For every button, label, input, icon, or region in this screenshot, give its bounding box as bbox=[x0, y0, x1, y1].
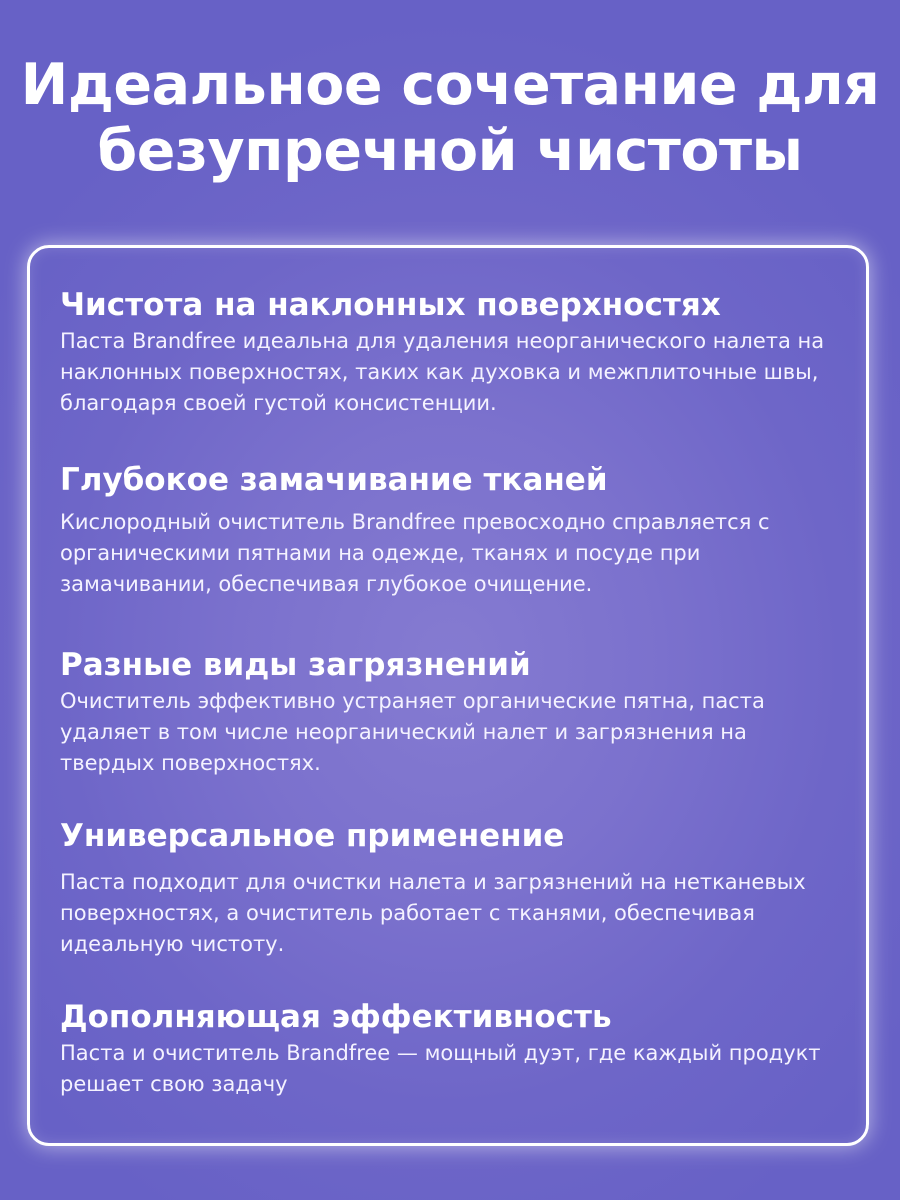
feature-section-stain-types bbox=[60, 644, 846, 779]
feature-title: Глубокое замачивание тканей bbox=[60, 462, 608, 498]
feature-title: Универсальное применение bbox=[60, 818, 565, 854]
feature-section-inclined-surfaces bbox=[60, 284, 846, 419]
page-title bbox=[0, 52, 900, 184]
feature-description: Паста и очиститель Brandfree — мощный дуэт, где каждый продукт решает свою задачу bbox=[60, 1041, 821, 1096]
feature-description: Паста подходит для очистки налета и загрязнений на нетканевых поверхностях, а очиститель работает с тканями, обеспечивая идеальную чистоту. bbox=[60, 870, 806, 956]
feature-title: Дополняющая эффективность bbox=[60, 999, 612, 1035]
feature-title: Чистота на наклонных поверхностях bbox=[60, 287, 721, 323]
features-card bbox=[27, 245, 869, 1146]
feature-section-deep-soaking bbox=[60, 459, 846, 600]
page-title-line-2: безупречной чистоты bbox=[97, 118, 803, 184]
feature-section-universal-use bbox=[60, 815, 846, 960]
feature-description: Очиститель эффективно устраняет органические пятна, паста удаляет в том числе неорганический налет и загрязнения на твердых поверхностях. bbox=[60, 689, 765, 775]
feature-title: Разные виды загрязнений bbox=[60, 647, 531, 683]
feature-description: Кислородный очиститель Brandfree превосходно справляется с органическими пятнами на одежде, тканях и посуде при замачивании, обеспечивая глубокое очищение. bbox=[60, 510, 770, 596]
page-title-line-1: Идеальное сочетание для bbox=[20, 52, 880, 118]
feature-section-complementary-efficiency bbox=[60, 996, 846, 1100]
feature-description: Паста Brandfree идеальна для удаления неорганического налета на наклонных поверхностях, таких как духовка и межплиточные швы, благодаря своей густой консистенции. bbox=[60, 329, 825, 415]
